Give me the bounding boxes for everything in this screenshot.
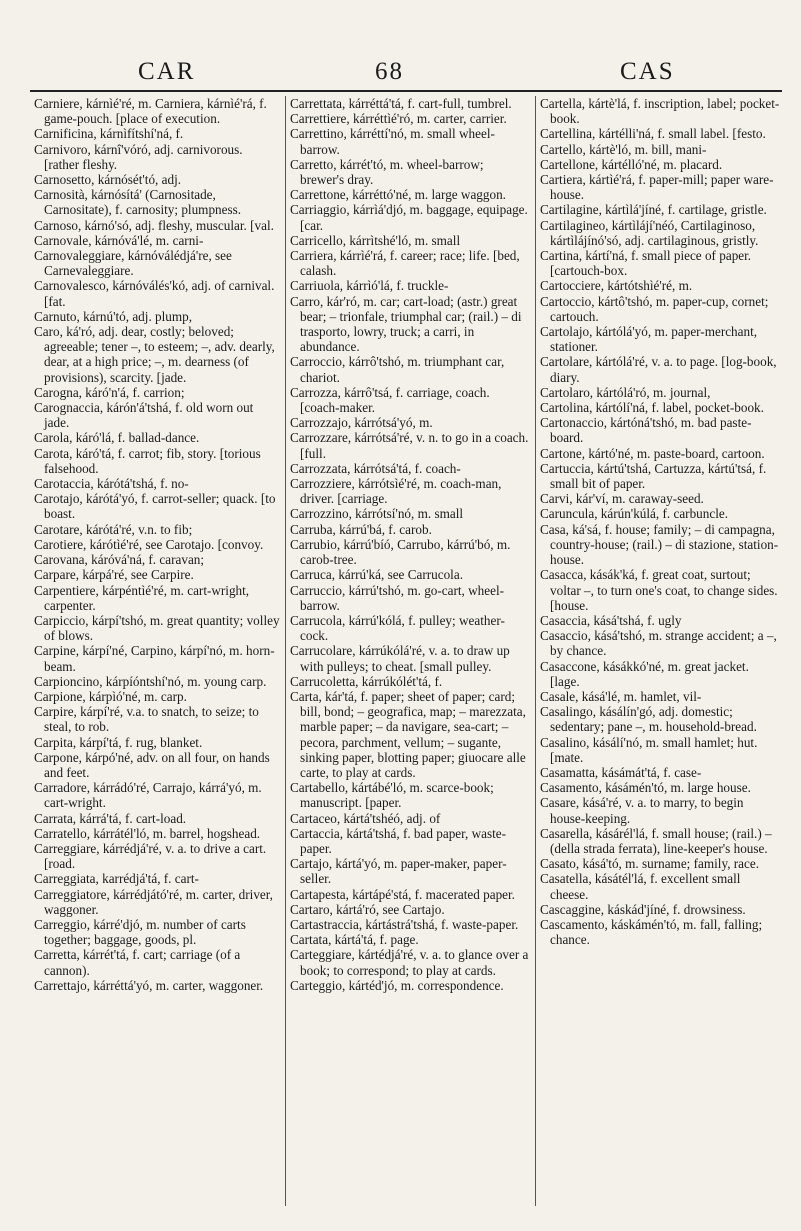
dictionary-entry: Carreggio, kárré'djó, m. number of carts together; baggage, goods, pl.	[34, 916, 246, 948]
dictionary-entry: Carrubio, kárrú'bíó, Carrubo, kárrú'bó, m. carob-tree.	[290, 536, 511, 568]
dictionary-entry: Carnuto, kárnú'tó, adj. plump,	[34, 308, 193, 324]
dictionary-entry: Carrucoletta, kárrúkólét'tá, f.	[290, 673, 443, 689]
dictionary-entry: Carrozziere, kárrótsìé'ré, m. coach-man, driver. [carriage.	[290, 476, 502, 507]
dictionary-entry: Carotaccia, kárótá'tshá, f. no-	[34, 476, 189, 492]
dictionary-entry: Carotiere, kárótìé'ré, see Carotajo. [convoy.	[34, 536, 264, 552]
page-number: 68	[375, 58, 404, 85]
dictionary-entry: Carratello, kárrátél'ló, m. barrel, hogshead.	[34, 825, 261, 841]
dictionary-entry: Cartocciere, kártótshìé'ré, m.	[540, 278, 693, 294]
dictionary-entry: Carnificina, kárnìfítshí'ná, f.	[34, 126, 184, 142]
dictionary-entry: Cartajo, kártá'yó, m. paper-maker, paper-seller.	[290, 856, 507, 887]
header-rule	[30, 90, 782, 92]
dictionary-entry: Cartellina, kártélli'ná, f. small label. [festo.	[540, 126, 766, 142]
dictionary-entry: Carovana, káróvá'ná, f. caravan;	[34, 552, 205, 568]
dictionary-entry: Cartilagineo, kártìlájí'néó, Cartilaginoso, kártìlájínó'só, adj. cartilaginous, gristly.	[540, 217, 759, 248]
dictionary-entry: Casa, ká'sá, f. house; family; – di campagna, country-house; (rail.) – di stazione, station-house.	[540, 521, 779, 568]
column-1	[34, 96, 280, 1201]
dictionary-entry: Cartilagine, kártìlá'jíné, f. cartilage, gristle.	[540, 202, 767, 218]
dictionary-entry: Carroccio, kárrô'tshó, m. triumphant car, chariot.	[290, 354, 505, 385]
dictionary-entry: Carruca, kárrú'ká, see Carrucola.	[290, 567, 463, 583]
dictionary-entry: Carretto, kárrét'tó, m. wheel-barrow; brewer's dray.	[290, 156, 484, 188]
dictionary-entry: Carrata, kárrá'tá, f. cart-load.	[34, 810, 187, 826]
dictionary-entry: Carricello, kárrìtshé'ló, m. small	[290, 232, 461, 248]
dictionary-entry: Cartella, kártè'lá, f. inscription, label; pocket-book.	[540, 96, 780, 127]
dictionary-entry: Cartabello, kártábé'ló, m. scarce-book; manuscript. [paper.	[290, 780, 494, 811]
dictionary-entry: Cartoccio, kártô'tshó, m. paper-cup, cornet; cartouch.	[540, 293, 769, 324]
dictionary-entry: Casalino, kásálí'nó, m. small hamlet; hut. [mate.	[540, 734, 758, 765]
dictionary-entry: Carriera, kárrìé'rá, f. career; race; life. [bed, calash.	[290, 248, 520, 279]
page-header	[0, 50, 801, 90]
dictionary-entry: Carrucolare, kárrúkólá'ré, v. a. to draw up with pulleys; to cheat. [small pulley.	[290, 643, 510, 674]
dictionary-entry: Casale, kásá'lé, m. hamlet, vil-	[540, 688, 702, 704]
dictionary-entry: Cartapesta, kártápé'stá, f. macerated paper.	[290, 886, 515, 902]
dictionary-entry: Cartolina, kártólí'ná, f. label, pocket-book.	[540, 400, 764, 416]
dictionary-entry: Carnosità, kárnósítá' (Carnositade, Carnositate), f. carnosity; plumpness.	[34, 187, 242, 218]
dictionary-entry: Carteggio, kártéd'jó, m. correspondence.	[290, 977, 504, 993]
dictionary-entry: Cartaccia, kártá'tshá, f. bad paper, waste-paper.	[290, 825, 507, 856]
dictionary-entry: Carriuola, kárrìó'lá, f. truckle-	[290, 278, 449, 294]
dictionary-entry: Casatella, kásátél'lá, f. excellent small cheese.	[540, 871, 741, 902]
column-divider	[285, 96, 286, 1206]
dictionary-entry: Carpiccio, kárpí'tshó, m. great quantity; volley of blows.	[34, 612, 280, 644]
dictionary-entry: Carpione, kárpìó'né, m. carp.	[34, 688, 187, 704]
dictionary-entry: Carreggiatore, kárrédjátó'ré, m. carter, driver, waggoner.	[34, 886, 273, 917]
dictionary-entry: Carrozzino, kárrótsí'nó, m. small	[290, 506, 464, 522]
dictionary-entry: Cartina, kártí'ná, f. small piece of paper. [cartouch-box.	[540, 248, 752, 279]
dictionary-entry: Carradore, kárrádó'ré, Carrajo, kárrá'yó, m. cart-wright.	[34, 780, 262, 811]
dictionary-entry: Carpire, kárpí'ré, v.a. to snatch, to seize; to steal, to rob.	[34, 704, 259, 735]
dictionary-entry: Carpone, kárpó'né, adv. on all four, on hands and feet.	[34, 749, 270, 780]
dictionary-entry: Cartonaccio, kártóná'tshó, m. bad paste-board.	[540, 415, 752, 446]
dictionary-entry: Casato, kásá'tó, m. surname; family, race.	[540, 856, 760, 872]
dictionary-entry: Carta, kár'tá, f. paper; sheet of paper; card; bill, bond; – geografica, map; – marezzata, marble paper; – da navigare, sea-cart; – pecora, parchment, vellum; – sugante, sinking paper, blotting paper; giuocare alle carte, to play at cards.	[290, 688, 526, 780]
dictionary-entry: Cartata, kártá'tá, f. page.	[290, 932, 419, 948]
dictionary-entry: Cartolajo, kártólá'yó, m. paper-merchant, stationer.	[540, 324, 758, 355]
dictionary-entry: Cartello, kártè'ló, m. bill, mani-	[540, 141, 707, 157]
dictionary-entry: Carognaccia, kárón'á'tshá, f. old worn out jade.	[34, 400, 254, 431]
dictionary-entry: Casamento, kásámén'tó, m. large house.	[540, 780, 751, 796]
dictionary-entry: Cascamento, káskámén'tó, m. fall, falling; chance.	[540, 916, 763, 948]
dictionary-entry: Carpioncino, kárpíóntshí'nó, m. young carp.	[34, 673, 267, 689]
dictionary-entry: Cartone, kártó'né, m. paste-board, cartoon.	[540, 445, 765, 461]
dictionary-entry: Carreggiata, karrédjá'tá, f. cart-	[34, 871, 199, 887]
dictionary-entry: Carro, kár'ró, m. car; cart-load; (astr.) great bear; – trionfale, triumphal car; (rail.) – di trasporto, lowry, truck; a carri, in abundance.	[290, 293, 522, 355]
dictionary-entry: Caro, ká'ró, adj. dear, costly; beloved; agreeable; tener –, to esteem; –, adv. dearly, dear, at a high price; –, m. dearness (of provisions), scarcity. [jade.	[34, 324, 275, 385]
dictionary-entry: Carrucola, kárrú'kólá, f. pulley; weather-cock.	[290, 612, 505, 644]
dictionary-entry: Casamatta, kásámát'tá, f. case-	[540, 764, 702, 780]
dictionary-entry: Cartellone, kártélló'né, m. placard.	[540, 156, 723, 172]
dictionary-entry: Carniere, kárnìé'ré, m. Carniera, kárnìé'rá, f. game-pouch. [place of execution.	[34, 96, 267, 127]
dictionary-entry: Casalingo, kásálín'gó, adj. domestic; sedentary; pane –, m. household-bread.	[540, 704, 757, 735]
column-divider	[535, 96, 536, 1206]
dictionary-entry: Carpentiere, kárpéntìé'ré, m. cart-wright, carpenter.	[34, 582, 250, 613]
dictionary-entry: Carrettino, kárréttí'nó, m. small wheel-barrow.	[290, 126, 495, 157]
dictionary-entry: Carnovalesco, kárnóválés'kó, adj. of carnival. [fat.	[34, 278, 275, 309]
dictionary-entry: Cartolare, kártólá'ré, v. a. to page. [log-book, diary.	[540, 354, 777, 385]
column-3	[540, 96, 780, 1201]
dictionary-entry: Carpine, kárpí'né, Carpino, kárpí'nó, m. horn-beam.	[34, 643, 275, 674]
dictionary-entry: Cartastraccia, kártástrá'tshá, f. waste-paper.	[290, 916, 519, 932]
dictionary-entry: Carpare, kárpá'ré, see Carpire.	[34, 567, 194, 583]
dictionary-entry: Cartaro, kártá'ró, see Cartajo.	[290, 901, 445, 917]
dictionary-entry: Carrozza, kárrô'tsá, f. carriage, coach. [coach-maker.	[290, 384, 490, 416]
dictionary-entry: Carnovale, kárnóvá'lé, m. carni-	[34, 232, 204, 248]
column-2	[290, 96, 530, 1201]
dictionary-entry: Carreggiare, kárrédjá'ré, v. a. to drive a cart. [road.	[34, 840, 267, 872]
right-guide-word: CAS	[620, 58, 675, 85]
dictionary-entry: Carpita, kárpí'tá, f. rug, blanket.	[34, 734, 203, 750]
dictionary-entry: Casaccia, kásá'tshá, f. ugly	[540, 612, 682, 628]
dictionary-entry: Carrozzajo, kárrótsá'yó, m.	[290, 415, 433, 431]
dictionary-entry: Cartuccia, kártú'tshá, Cartuzza, kártú'tsá, f. small bit of paper.	[540, 460, 767, 492]
dictionary-entry: Carriaggio, kárrìá'djó, m. baggage, equipage. [car.	[290, 202, 528, 233]
dictionary-entry: Carnivoro, kárnî'vóró, adj. carnivorous. [rather fleshy.	[34, 141, 243, 172]
dictionary-entry: Carnosetto, kárnósét'tó, adj.	[34, 172, 182, 188]
dictionary-entry: Cartaceo, kártá'tshéó, adj. of	[290, 810, 441, 826]
dictionary-entry: Carrettone, kárréttó'né, m. large waggon.	[290, 187, 506, 203]
dictionary-entry: Cartolaro, kártólá'ró, m. journal,	[540, 384, 711, 400]
dictionary-entry: Carrettajo, kárréttá'yó, m. carter, waggoner.	[34, 977, 264, 993]
dictionary-entry: Carnoso, kárnó'só, adj. fleshy, muscular. [val.	[34, 217, 274, 233]
dictionary-entry: Casaccone, kásákkó'né, m. great jacket. [lage.	[540, 658, 749, 689]
dictionary-entry: Casaccio, kásá'tshó, m. strange accident; a –, by chance.	[540, 628, 777, 659]
dictionary-entry: Casacca, kásák'ká, f. great coat, surtout; voltar –, to turn one's coat, to change sides. [house.	[540, 567, 778, 613]
dictionary-entry: Casarella, kásárél'lá, f. small house; (rail.) – (della strada ferrata), line-keeper's house.	[540, 825, 772, 856]
dictionary-entry: Carnovaleggiare, kárnóválédjá're, see Carnevaleggiare.	[34, 248, 232, 279]
dictionary-entry: Caruncula, kárún'kúlá, f. carbuncle.	[540, 506, 729, 522]
dictionary-entry: Carrettiere, kárréttìé'ró, m. carter, carrier.	[290, 111, 507, 127]
dictionary-entry: Carruba, kárrú'bá, f. carob.	[290, 521, 432, 537]
dictionary-entry: Carteggiare, kártédjá'ré, v. a. to glance over a book; to correspond; to play at cards.	[290, 947, 529, 978]
dictionary-entry: Cascaggine, káskád'jíné, f. drowsiness.	[540, 901, 746, 917]
dictionary-entry: Cartiera, kártìé'rá, f. paper-mill; paper ware-house.	[540, 172, 774, 203]
dictionary-entry: Carola, káró'lá, f. ballad-dance.	[34, 430, 200, 446]
dictionary-entry: Carotare, kárótá'ré, v.n. to fib;	[34, 521, 193, 537]
left-guide-word: CAR	[138, 58, 196, 85]
dictionary-entry: Carvi, kár'ví, m. caraway-seed.	[540, 491, 704, 507]
dictionary-entry: Carretta, kárrét'tá, f. cart; carriage (of a cannon).	[34, 947, 241, 978]
dictionary-entry: Carota, káró'tá, f. carrot; fib, story. [torious falsehood.	[34, 445, 261, 476]
dictionary-entry: Casare, kásá'ré, v. a. to marry, to begin house-keeping.	[540, 795, 744, 826]
dictionary-entry: Carrettata, kárréttá'tá, f. cart-full, tumbrel.	[290, 96, 512, 111]
dictionary-entry: Carruccio, kárrú'tshó, m. go-cart, wheel-barrow.	[290, 582, 505, 613]
dictionary-entry: Carotajo, kárótá'yó, f. carrot-seller; quack. [to boast.	[34, 491, 276, 522]
dictionary-entry: Carogna, káró'n'á, f. carrion;	[34, 384, 185, 400]
dictionary-entry: Carrozzata, kárrótsá'tá, f. coach-	[290, 460, 461, 476]
dictionary-entry: Carrozzare, kárrótsá'ré, v. n. to go in a coach. [full.	[290, 430, 529, 461]
